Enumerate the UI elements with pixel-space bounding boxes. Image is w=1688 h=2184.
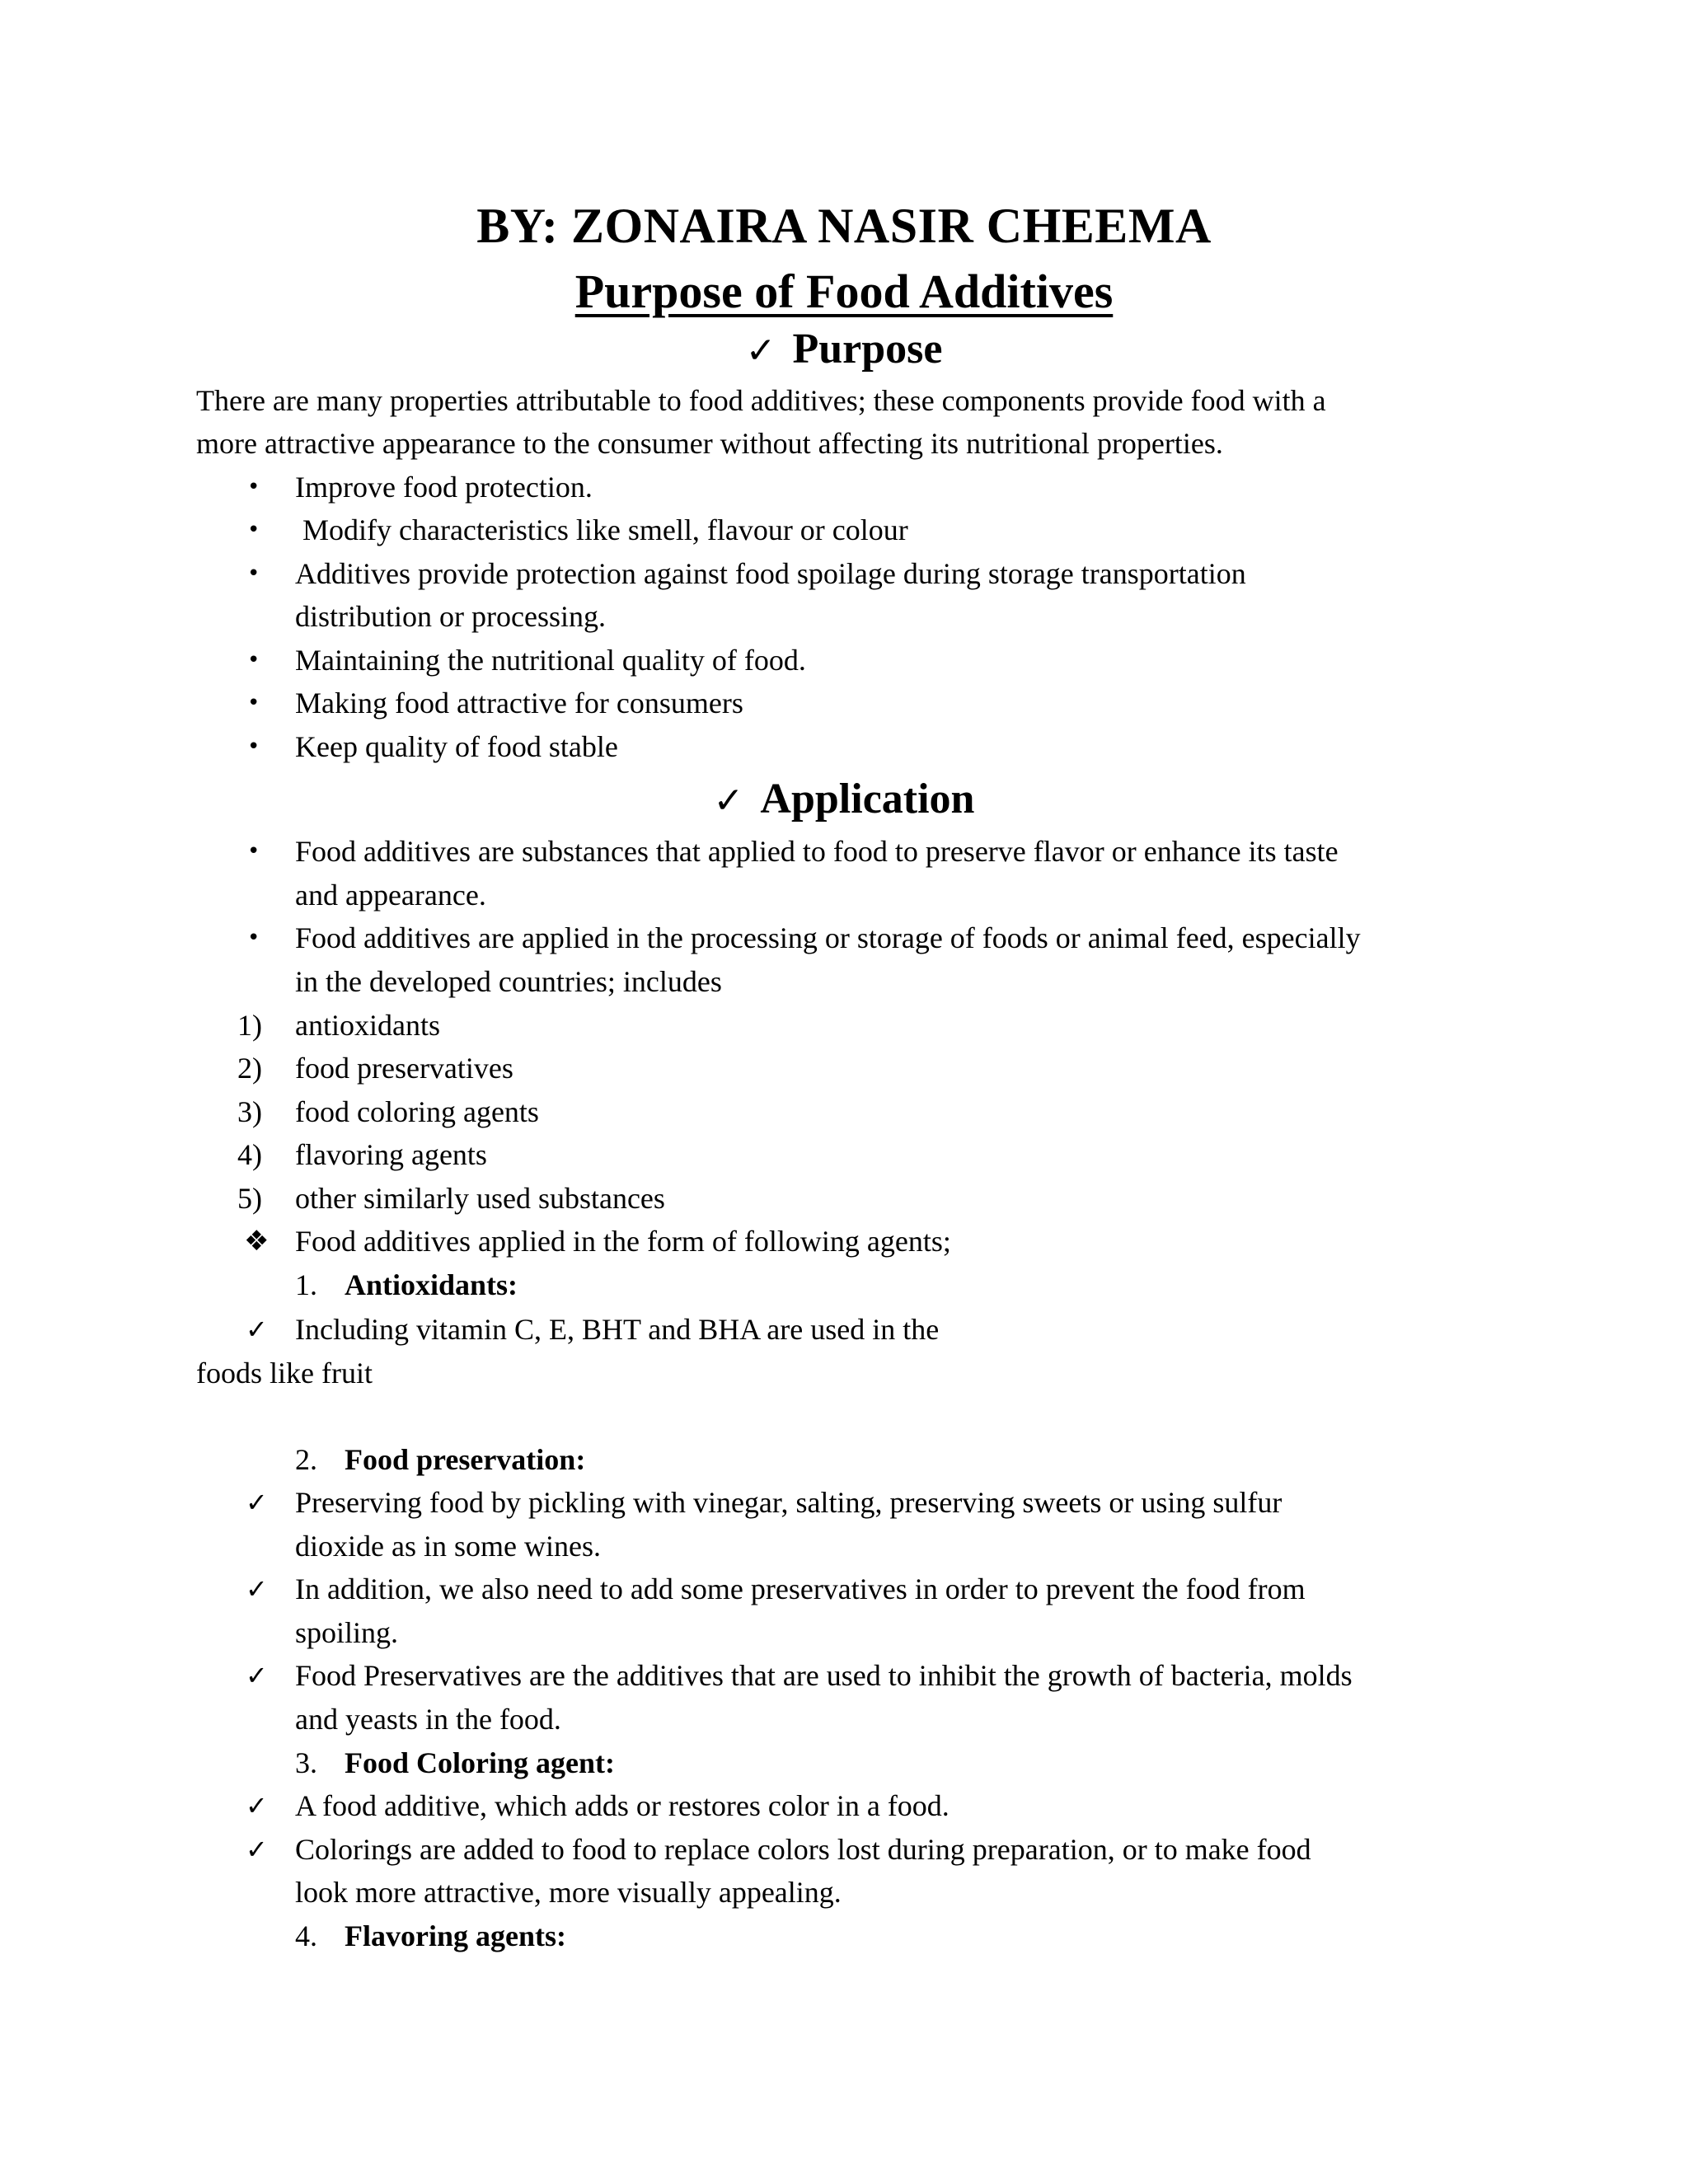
- list-item-text: Making food attractive for consumers: [295, 687, 743, 719]
- numbered-item: [196, 1090, 1482, 1133]
- section-heading-application: [0, 773, 1688, 827]
- list-item-text: Keep quality of food stable: [295, 730, 618, 763]
- check-item-text: dioxide as in some wines.: [295, 1530, 601, 1563]
- subsection-heading-antioxidants: Antioxidants:: [345, 1268, 518, 1301]
- page-title: Purpose of Food Additives: [574, 265, 1114, 318]
- purpose-intro-line-2: more attractive appearance to the consumer without affecting its nutritional properties.: [196, 427, 1223, 460]
- check-item-text: In addition, we also need to add some preservatives in order to prevent the food from: [295, 1572, 1306, 1605]
- checkmark-icon: ✓: [745, 330, 776, 372]
- diamond-item-text: Food additives applied in the form of following agents;: [295, 1225, 951, 1258]
- list-item-text: Food additives are substances that applied to food to preserve flavor or enhance its taste: [295, 835, 1339, 868]
- list-item: [196, 682, 1482, 724]
- check-item-text: Including vitamin C, E, BHT and BHA are used in the: [295, 1313, 940, 1346]
- subsection-number: 4.: [295, 1919, 317, 1952]
- bullet-icon: •: [247, 926, 260, 950]
- section-heading-application-text: Application: [760, 776, 975, 823]
- list-item: [196, 916, 1482, 959]
- list-item-text: distribution or processing.: [295, 600, 606, 633]
- numbered-item-text: antioxidants: [295, 1009, 440, 1042]
- check-item-text: and yeasts in the food.: [295, 1703, 561, 1736]
- bullet-icon: •: [247, 518, 260, 542]
- check-item-continuation: [196, 1871, 1482, 1914]
- item-number: 2): [237, 1052, 262, 1085]
- check-item: [196, 1828, 1482, 1871]
- check-item-text: A food additive, which adds or restores color in a food.: [295, 1789, 950, 1822]
- checkmark-icon: ✓: [246, 1660, 268, 1691]
- item-number: 3): [237, 1095, 262, 1128]
- numbered-item-text: other similarly used substances: [295, 1182, 665, 1215]
- check-item-continuation: foods like fruit: [196, 1357, 373, 1390]
- item-number: 1): [237, 1009, 262, 1042]
- bullet-icon: •: [247, 839, 260, 864]
- check-item: [196, 1784, 1482, 1827]
- checkmark-icon: ✓: [246, 1790, 268, 1821]
- list-item: [196, 639, 1482, 682]
- subsection-number: 3.: [295, 1746, 317, 1779]
- checkmark-icon: ✓: [246, 1314, 268, 1345]
- check-item-text: spoiling.: [295, 1616, 399, 1649]
- subsection-heading-coloring: Food Coloring agent:: [345, 1746, 615, 1779]
- numbered-item: [196, 1047, 1482, 1090]
- check-item-text: Preserving food by pickling with vinegar, salting, preserving sweets or using sulfur: [295, 1486, 1282, 1519]
- check-item: [196, 1654, 1482, 1697]
- checkmark-icon: ✓: [246, 1834, 268, 1865]
- diamond-bullet-icon: ❖: [244, 1225, 270, 1258]
- subsection-number: 2.: [295, 1443, 317, 1476]
- section-heading-purpose-text: Purpose: [792, 326, 943, 373]
- check-item-text: Colorings are added to food to replace colors lost during preparation, or to make food: [295, 1833, 1311, 1866]
- list-item-text: Improve food protection.: [295, 471, 593, 504]
- list-item: [196, 552, 1482, 595]
- check-item: [196, 1568, 1482, 1610]
- list-item-continuation: [196, 595, 1482, 638]
- numbered-item-text: flavoring agents: [295, 1138, 487, 1171]
- list-item-text: Modify characteristics like smell, flavour or colour: [295, 513, 908, 546]
- list-item-text: Additives provide protection against food spoilage during storage transportation: [295, 557, 1246, 590]
- numbered-item: [196, 1133, 1482, 1176]
- list-item: [196, 725, 1482, 768]
- list-item: [196, 466, 1482, 509]
- bullet-icon: •: [247, 475, 260, 499]
- list-item-text: and appearance.: [295, 879, 486, 912]
- bullet-icon: •: [247, 734, 260, 759]
- checkmark-icon: ✓: [246, 1487, 268, 1518]
- purpose-intro-line-1: There are many properties attributable to food additives; these components provide food with a: [196, 384, 1326, 417]
- check-item-continuation: [196, 1698, 1482, 1741]
- list-item-text: Maintaining the nutritional quality of food.: [295, 644, 806, 677]
- list-item: [196, 830, 1482, 873]
- bullet-icon: •: [247, 561, 260, 586]
- subsection-heading-preservation: Food preservation:: [345, 1443, 586, 1476]
- item-number: 4): [237, 1138, 262, 1171]
- numbered-item: [196, 1177, 1482, 1220]
- check-item-text: Food Preservatives are the additives that are used to inhibit the growth of bacteria, molds: [295, 1659, 1353, 1692]
- numbered-item-text: food preservatives: [295, 1052, 513, 1085]
- subsection-number: 1.: [295, 1268, 317, 1301]
- list-item-continuation: [196, 960, 1482, 1003]
- check-item-continuation: [196, 1525, 1482, 1568]
- check-item: [196, 1308, 1482, 1351]
- subsection-heading-flavoring: Flavoring agents:: [345, 1919, 566, 1952]
- bullet-icon: •: [247, 648, 260, 673]
- check-item: [196, 1481, 1482, 1524]
- section-heading-purpose: [0, 323, 1688, 377]
- author-line: BY: ZONAIRA NASIR CHEEMA: [476, 199, 1212, 253]
- list-item-text: in the developed countries; includes: [295, 965, 722, 998]
- check-item-text: look more attractive, more visually appealing.: [295, 1876, 842, 1909]
- numbered-item: [196, 1004, 1482, 1047]
- checkmark-icon: ✓: [713, 780, 744, 822]
- list-item: [196, 509, 1482, 551]
- list-item-text: Food additives are applied in the processing or storage of foods or animal feed, especially: [295, 921, 1361, 954]
- checkmark-icon: ✓: [246, 1573, 268, 1605]
- diamond-item: [196, 1220, 1482, 1263]
- numbered-item-text: food coloring agents: [295, 1095, 539, 1128]
- list-item-continuation: [196, 874, 1482, 916]
- check-item-continuation: [196, 1611, 1482, 1654]
- item-number: 5): [237, 1182, 262, 1215]
- bullet-icon: •: [247, 691, 260, 715]
